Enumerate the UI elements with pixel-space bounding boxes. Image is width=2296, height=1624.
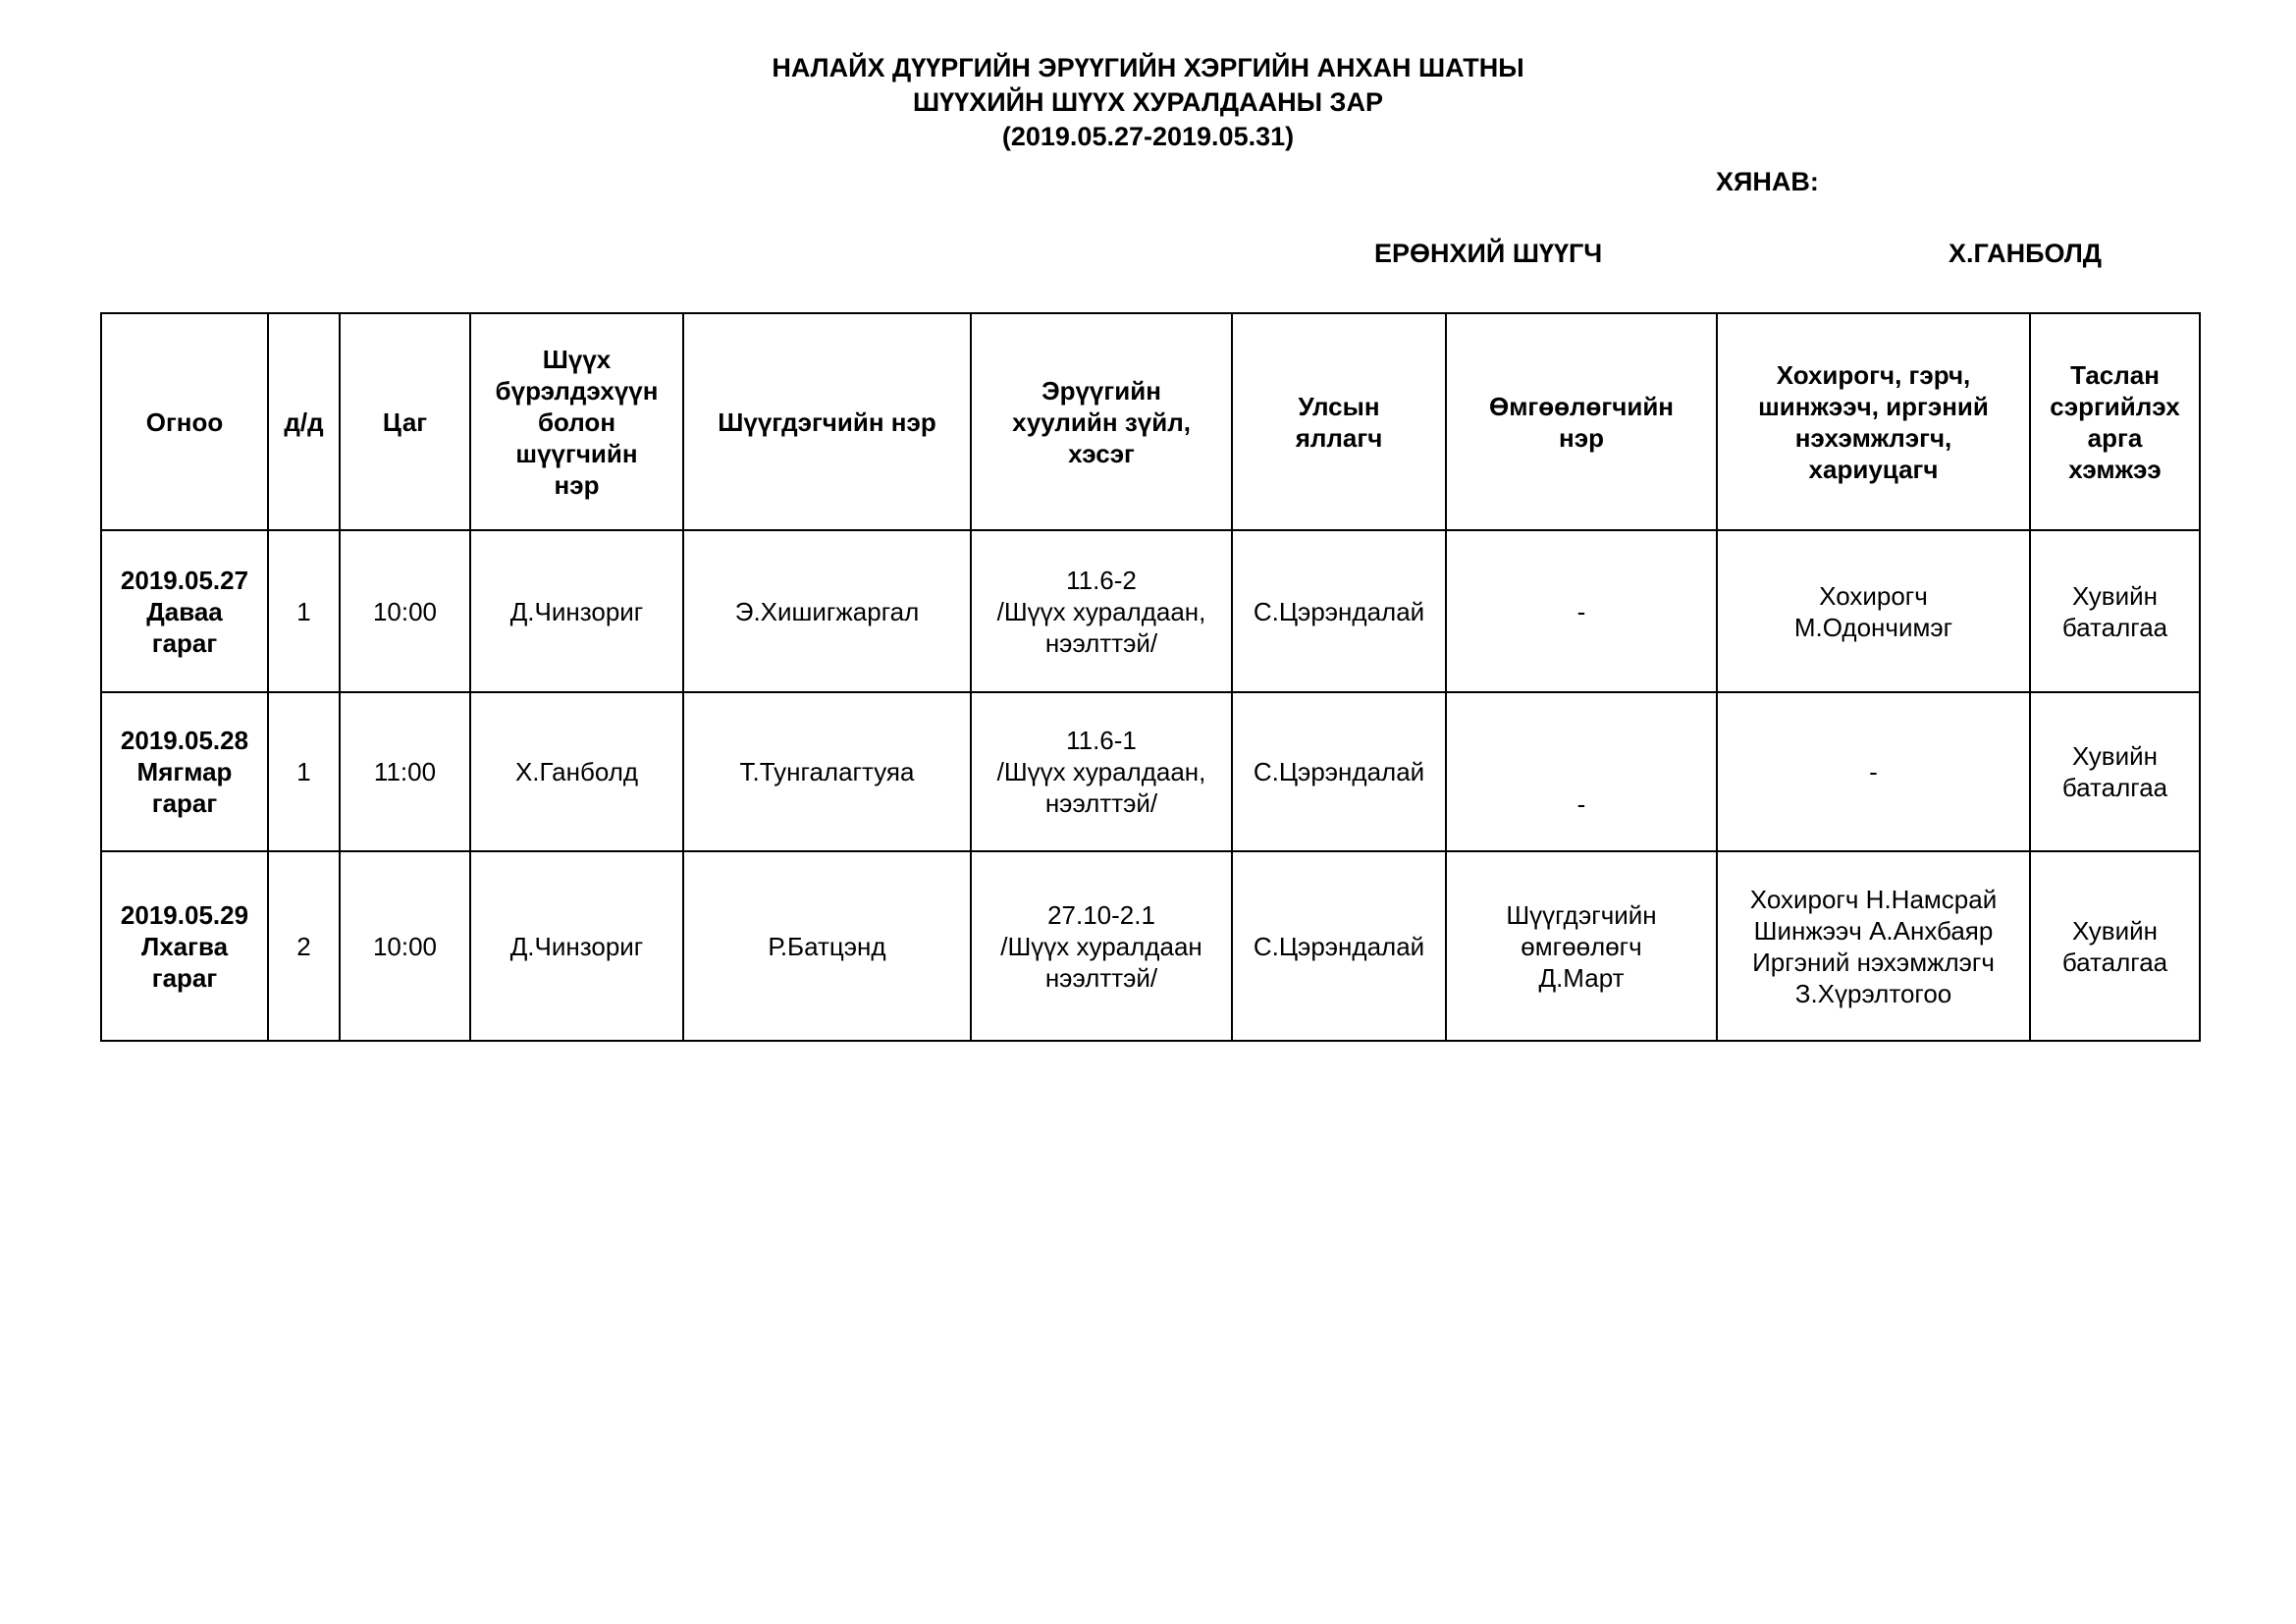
judge-cell: Х.Ганболд [470, 692, 683, 851]
parties-cell: Хохирогч Н.Намсрай Шинжээч А.Анхбаяр Иргэний нэхэмжлэгч З.Хүрэлтогоо [1717, 851, 2030, 1041]
title-line-1: НАЛАЙХ ДҮҮРГИЙН ЭРҮҮГИЙН ХЭРГИЙН АНХАН ШАТНЫ [772, 53, 1524, 82]
number-cell: 2 [268, 851, 340, 1041]
time-cell: 10:00 [340, 530, 470, 692]
column-header-date: Огноо [101, 313, 268, 530]
law-article-cell: 11.6-2 /Шүүх хуралдаан, нээлттэй/ [971, 530, 1232, 692]
judge-cell: Д.Чинзориг [470, 851, 683, 1041]
parties-cell: Хохирогч М.Одончимэг [1717, 530, 2030, 692]
column-header-defendant: Шүүгдэгчийн нэр [683, 313, 971, 530]
chief-judge-name: Х.ГАНБОЛД [1949, 239, 2103, 268]
date-cell: 2019.05.28 Мягмар гараг [101, 692, 268, 851]
column-header-judge: Шүүх бүрэлдэхүүн болон шүүгчийн нэр [470, 313, 683, 530]
defender-cell: Шүүгдэгчийн өмгөөлөгч Д.Март [1446, 851, 1717, 1041]
preventive-measure-cell: Хувийн баталгаа [2030, 692, 2200, 851]
time-cell: 11:00 [340, 692, 470, 851]
defendant-cell: Т.Тунгалагтуяа [683, 692, 971, 851]
number-cell: 1 [268, 692, 340, 851]
column-header-time: Цаг [340, 313, 470, 530]
parties-cell: - [1717, 692, 2030, 851]
law-article-cell: 11.6-1 /Шүүх хуралдаан, нээлттэй/ [971, 692, 1232, 851]
defendant-cell: Р.Батцэнд [683, 851, 971, 1041]
preventive-measure-cell: Хувийн баталгаа [2030, 530, 2200, 692]
number-cell: 1 [268, 530, 340, 692]
column-header-preventive-measure: Таслан сэргийлэх арга хэмжээ [2030, 313, 2200, 530]
column-header-parties: Хохирогч, гэрч, шинжээч, иргэний нэхэмжлэгч, хариуцагч [1717, 313, 2030, 530]
prosecutor-cell: С.Цэрэндалай [1232, 530, 1446, 692]
title-date-range: (2019.05.27-2019.05.31) [1001, 122, 1295, 151]
prosecutor-cell: С.Цэрэндалай [1232, 692, 1446, 851]
document-title [0, 51, 2296, 154]
defender-cell: - [1446, 530, 1717, 692]
table-row [101, 851, 2200, 1041]
law-article-cell: 27.10-2.1 /Шүүх хуралдаан нээлттэй/ [971, 851, 1232, 1041]
chief-judge-title: ЕРӨНХИЙ ШҮҮГЧ [1374, 239, 1603, 268]
date-cell: 2019.05.27 Даваа гараг [101, 530, 268, 692]
time-cell: 10:00 [340, 851, 470, 1041]
table-row [101, 692, 2200, 851]
defender-cell: - [1446, 692, 1717, 851]
preventive-measure-cell: Хувийн баталгаа [2030, 851, 2200, 1041]
date-cell: 2019.05.29 Лхагва гараг [101, 851, 268, 1041]
approved-label: ХЯНАВ: [1716, 167, 1819, 196]
column-header-defender: Өмгөөлөгчийн нэр [1446, 313, 1717, 530]
hearing-schedule-table [100, 312, 2201, 1042]
title-line-2: ШҮҮХИЙН ШҮҮХ ХУРАЛДААНЫ ЗАР [913, 87, 1383, 117]
column-header-prosecutor: Улсын яллагч [1232, 313, 1446, 530]
defendant-cell: Э.Хишигжаргал [683, 530, 971, 692]
column-header-law-article: Эрүүгийн хуулийн зүйл, хэсэг [971, 313, 1232, 530]
table-row [101, 530, 2200, 692]
prosecutor-cell: С.Цэрэндалай [1232, 851, 1446, 1041]
table-header-row [101, 313, 2200, 530]
judge-cell: Д.Чинзориг [470, 530, 683, 692]
column-header-number: д/д [268, 313, 340, 530]
